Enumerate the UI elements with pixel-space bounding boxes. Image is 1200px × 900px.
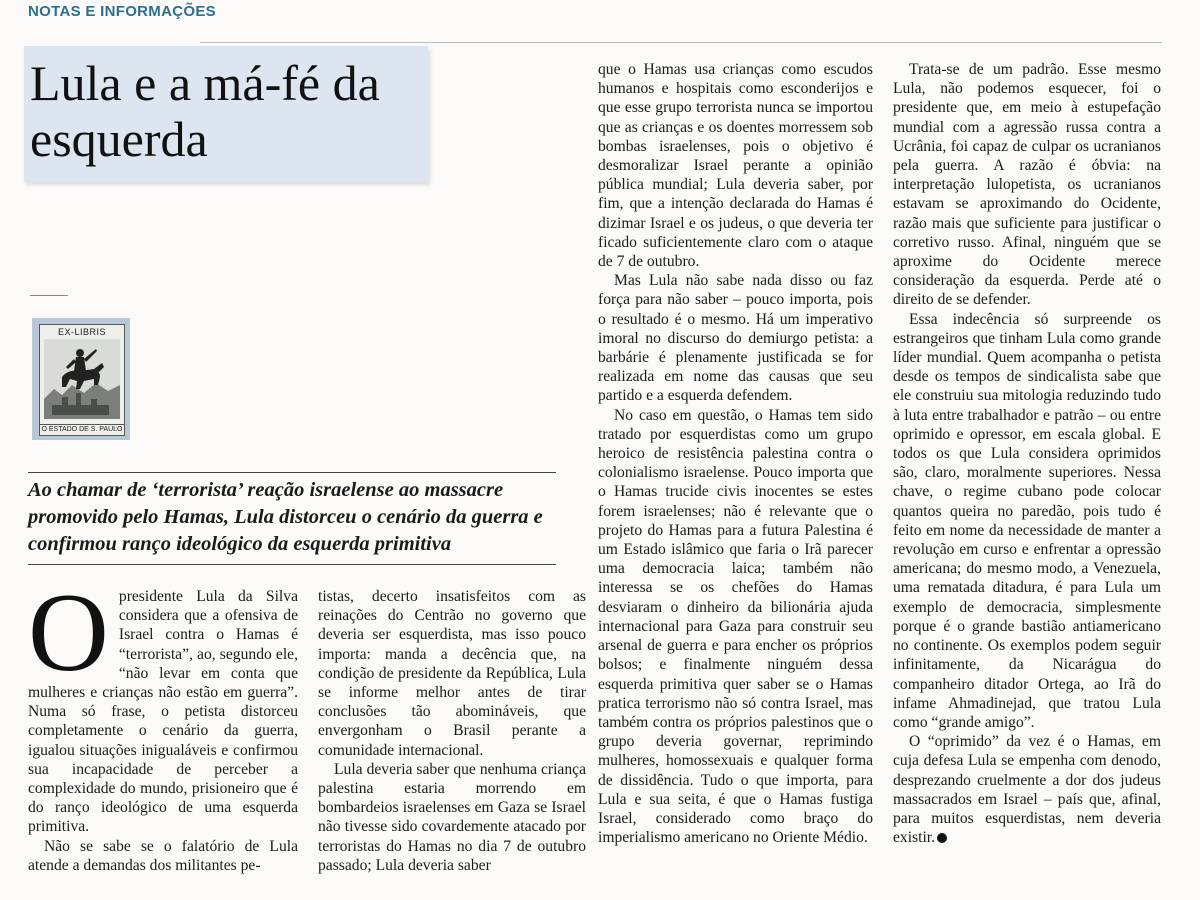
body-column-4 (893, 60, 1161, 847)
exlibris-bottom-text: O ESTADO DE S. PAULO (41, 426, 123, 433)
paragraph: Essa indecência só surpreende os estrangeiros que tinham Lula como grande líder mundial. Quem acompanha o petista desde os tempos de sindicalista sabe que ele construiu sua mitologia reduzindo tudo à luta entre trabalhador e patrão – ou entre oprimido e opressor, em escala global. E todos os que Lula considera oprimidos são, claro, moralmente superiores. Nessa chave, o regime cubano pode colocar quantos queira no paredão, pois tudo é feito em nome da necessidade de manter a revolução em curso e enfrentar a opressão americana; do mesmo modo, a Venezuela, uma rematada ditadura, é para Lula um exemplo de democracia, simplesmente porque é o grande bastião antiamericano no continente. Os exemplos podem seguir infinitamente, da Nicarágua do companheiro ditador Ortega, ao Irã do infame Ahmadinejad, que tratou Lula como “grande amigo”. (893, 310, 1161, 731)
paragraph: Não se sabe se o falatório de Lula atende a demandas dos militantes pe- (28, 837, 298, 874)
paragraph: No caso em questão, o Hamas tem sido tratado por esquerdistas como um grupo heroico de resistência palestina contra o colonialismo israelense. Pouco importa que o Hamas trucide civis inocentes se estes forem israelenses; não é relevante que o projeto do Hamas para a futura Palestina é um Estado islâmico que faria o Irã parecer uma democracia laica; também não interessa se os chefões do Hamas desviaram o dinheiro da bilionária ajuda internacional para Gaza para construir seu arsenal de guerra e para encher os próprios bolsos; e finalmente ninguém dessa esquerda primitiva quer saber se o Hamas pratica terrorismo não só contra Israel, mas também contra os próprios palestinos que o grupo deveria governar, reprimindo mulheres, homossexuais e qualquer forma de dissidência. Tudo o que importa, para Lula e sua seita, é que o Hamas fustiga Israel, considerado como braço do imperialismo americano no Oriente Médio. (598, 406, 873, 847)
exlibris-frame (39, 324, 125, 436)
paragraph: que o Hamas usa crianças como escudos humanos e hospitais como esconderijos e que esse grupo terrorista nunca se importou que as crianças e os doentes morressem sob bombas israelenses, pois o objetivo é desmoralizar Israel perante a opinião pública mundial; Lula deveria saber, por fim, que a intenção declarada do Hamas é dizimar Israel e os judeus, o que deveria ter ficado suficientemente claro com o ataque de 7 de outubro. (598, 61, 873, 271)
paragraph: Trata-se de um padrão. Esse mesmo Lula, não podemos esquecer, foi o presidente que, em meio à estupefação mundial com a agressão russa contra a Ucrânia, foi capaz de culpar os ucranianos pela guerra. A razão é óbvia: na interpretação lulopetista, os ucranianos estavam se aproximando do Ocidente, razão mais que suficiente para justificar o corretivo russo. Afinal, ninguém que se aproxime do Ocidente merece consideração da esquerda. Perde até o direito de se defender. (893, 61, 1161, 309)
paragraph (893, 732, 1161, 847)
body-column-1 (28, 571, 298, 875)
short-divider (30, 295, 68, 296)
paragraph-text: O “oprimido” da vez é o Hamas, em cuja defesa Lula se empenha com denodo, desprezando cruelmente a dor dos judeus massacrados em Israel – país que, afinal, para muitos esquerdistas, nem deveria existir. (893, 733, 1161, 847)
exlibris-top-text: EX-LIBRIS (57, 327, 106, 337)
exlibris-stamp (32, 318, 130, 440)
horseman-icon (44, 339, 120, 419)
section-label: NOTAS E INFORMAÇÕES (28, 3, 216, 20)
top-rule (200, 42, 1162, 43)
subtitle-rule-bottom (28, 564, 556, 565)
end-mark-icon (937, 833, 947, 843)
body-column-3 (598, 60, 873, 847)
article-subtitle: Ao chamar de ‘terrorista’ reação israelense ao massacre promovido pelo Hamas, Lula distorceu o cenário da guerra e confirmou ranço ideológico da esquerda primitiva (28, 479, 543, 555)
paragraph: tistas, decerto insatisfeitos com as reinações do Centrão no governo que deveria ser esquerdista, mas isso pouco importa: manda a decência que, na condição de presidente da República, Lula se informe melhor antes de tirar conclusões tão abomináveis, que envergonham o Brasil perante a comunidade internacional. (318, 588, 586, 759)
subtitle-rule-top (28, 472, 556, 473)
paragraph: presidente Lula da Silva considera que a ofensiva de Israel contra o Hamas é “terrorista”, ao, segundo ele, “não levar em conta que mulheres e crianças não estão em guerra”. Numa só frase, o petista distorceu completamente o cenário da guerra, igualou situações inigualáveis e confirmou sua incapacidade de perceber a complexidade do mundo, prisioneiro que é do ranço ideológico de uma esquerda primitiva. (28, 588, 298, 836)
paragraph: Mas Lula não sabe nada disso ou faz força para não saber – pouco importa, pois o resultado é o mesmo. Há um imperativo imoral no discurso do demiurgo petista: a barbárie é plenamente justificada se for realizada em nome das causas que seu partido e a esquerda defendem. (598, 272, 873, 405)
body-column-2 (318, 587, 586, 875)
drop-cap: O (28, 571, 109, 695)
article-title: Lula e a má-fé da esquerda (30, 55, 380, 167)
paragraph: Lula deveria saber que nenhuma criança palestina estaria morrendo em bombardeios israelenses em Gaza se Israel não tivesse sido covardemente atacado por terroristas do Hamas no dia 7 de outubro passado; Lula deveria saber (318, 760, 586, 874)
